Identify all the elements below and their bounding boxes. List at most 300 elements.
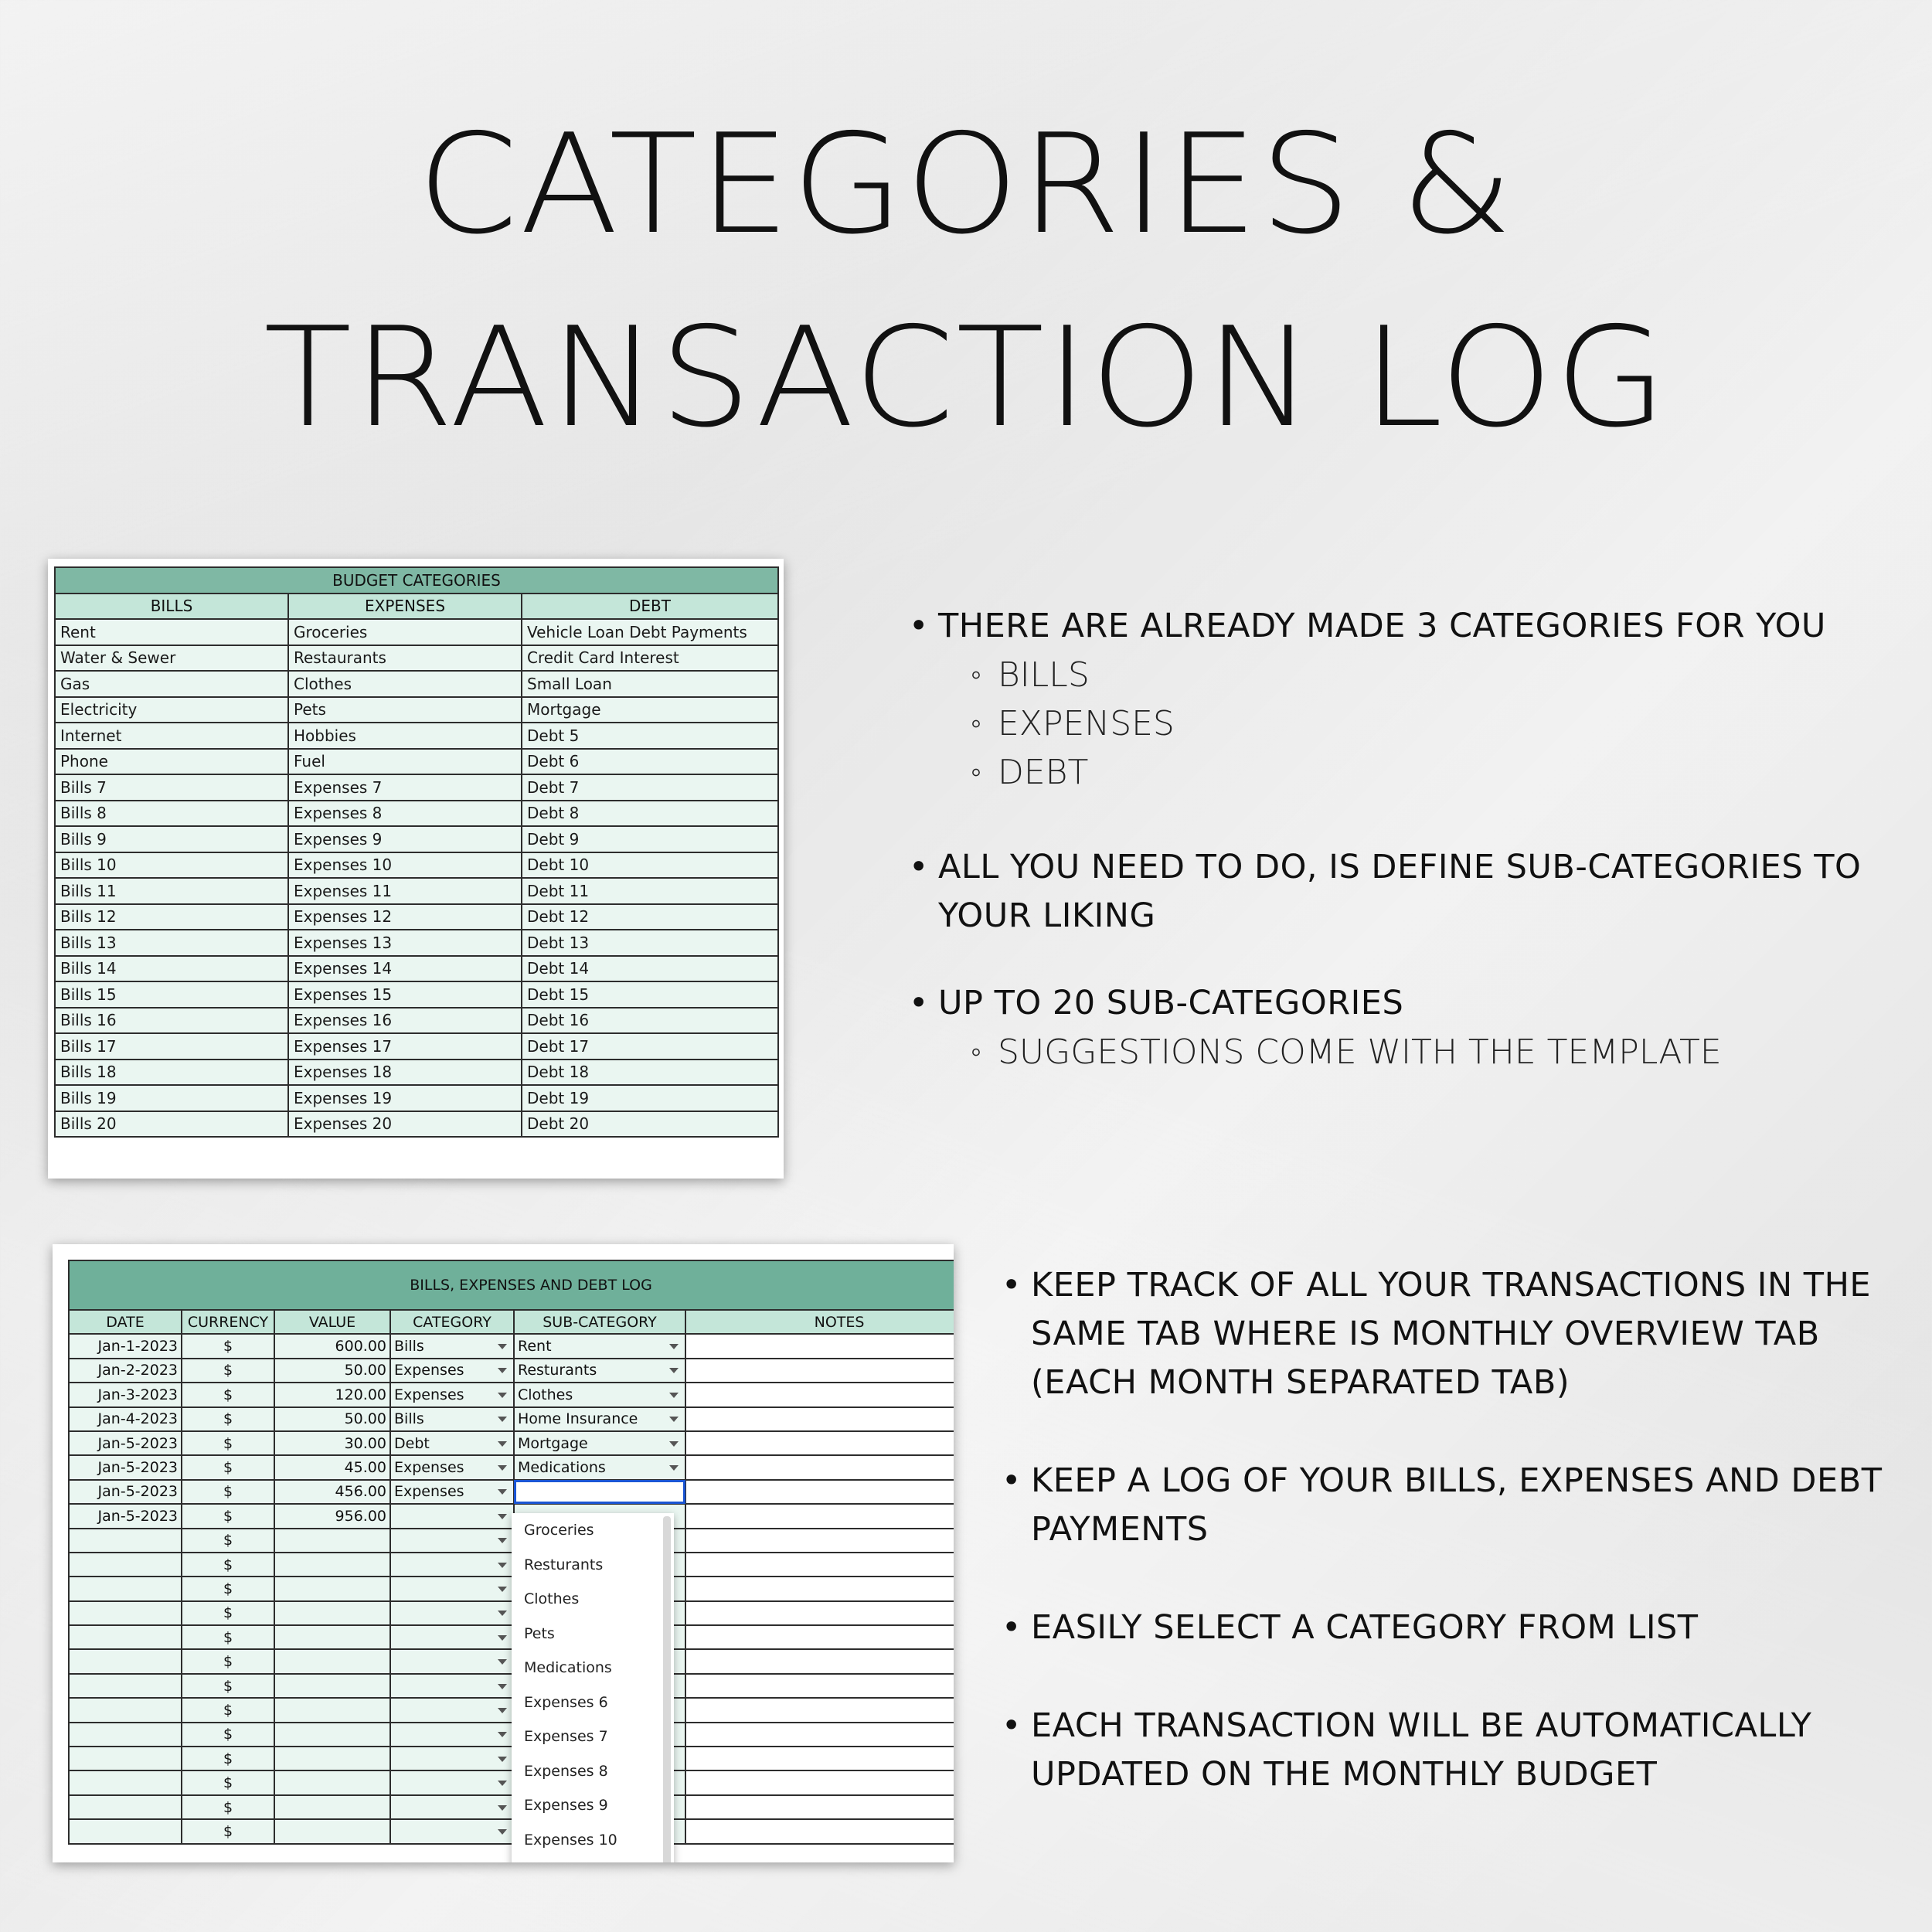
chevron-down-icon[interactable]: [669, 1465, 679, 1471]
bills-cell[interactable]: Rent: [55, 619, 288, 645]
expenses-cell[interactable]: Expenses 10: [288, 852, 522, 879]
category-select[interactable]: [390, 1649, 514, 1673]
sub-category-select-value: Resturants: [518, 1362, 597, 1379]
dropdown-option[interactable]: Expenses 6: [524, 1693, 608, 1711]
notes-cell[interactable]: [685, 1407, 954, 1431]
dropdown-option[interactable]: Expenses 9: [524, 1797, 608, 1814]
expenses-cell[interactable]: Expenses 13: [288, 930, 522, 956]
expenses-cell[interactable]: Expenses 19: [288, 1085, 522, 1111]
expenses-cell[interactable]: Expenses 17: [288, 1033, 522, 1060]
currency-cell[interactable]: [182, 1601, 274, 1625]
table-row: [69, 1334, 954, 1358]
date-cell[interactable]: [69, 1770, 182, 1794]
value-cell[interactable]: [274, 1529, 390, 1553]
page-title-line-2: TRANSACTION LOG: [264, 298, 1668, 457]
dropdown-option[interactable]: Pets: [524, 1624, 555, 1642]
bullet-up-to-20: • UP TO 20 SUB-CATEGORIES: [909, 979, 1890, 1028]
bills-cell[interactable]: Water & Sewer: [55, 645, 288, 672]
category-row: [55, 774, 778, 801]
date-cell[interactable]: [69, 1553, 182, 1577]
sub-category-select-value: Mortgage: [518, 1434, 588, 1452]
currency-cell[interactable]: [182, 1649, 274, 1673]
currency-cell[interactable]: [182, 1383, 274, 1406]
chevron-down-icon[interactable]: [669, 1368, 679, 1373]
expenses-cell[interactable]: Groceries: [288, 619, 522, 645]
category-select[interactable]: [390, 1770, 514, 1794]
value-cell[interactable]: [274, 1407, 390, 1431]
debt-cell[interactable]: Debt 9: [522, 826, 778, 852]
log-title: BILLS, EXPENSES AND DEBT LOG: [69, 1260, 954, 1310]
currency-cell-value: $: [223, 1653, 233, 1671]
notes-cell[interactable]: [685, 1480, 954, 1504]
bills-cell[interactable]: Bills 7: [55, 774, 288, 801]
expenses-cell[interactable]: Expenses 16: [288, 1008, 522, 1034]
debt-cell[interactable]: Credit Card Interest: [522, 645, 778, 672]
value-cell[interactable]: [274, 1698, 390, 1722]
value-cell-value: 456.00: [335, 1483, 386, 1501]
notes-cell[interactable]: [685, 1747, 954, 1770]
chevron-down-icon[interactable]: [498, 1757, 507, 1762]
category-select[interactable]: [390, 1601, 514, 1625]
date-cell[interactable]: [69, 1577, 182, 1600]
date-cell[interactable]: [69, 1431, 182, 1455]
expenses-cell[interactable]: Expenses 18: [288, 1060, 522, 1086]
bullet-define-sub-categories: • ALL YOU NEED TO DO, IS DEFINE SUB-CATEGORIES TO YOUR LIKING: [909, 843, 1890, 940]
sub-category-dropdown[interactable]: [512, 1513, 674, 1862]
date-cell[interactable]: [69, 1383, 182, 1406]
debt-cell[interactable]: Vehicle Loan Debt Payments: [522, 619, 778, 645]
notes-cell[interactable]: [685, 1819, 954, 1843]
value-cell[interactable]: [274, 1601, 390, 1625]
category-select-value: Debt: [394, 1434, 430, 1452]
chevron-down-icon[interactable]: [498, 1635, 507, 1641]
value-cell[interactable]: [274, 1795, 390, 1819]
currency-cell[interactable]: [182, 1625, 274, 1649]
category-row: [55, 723, 778, 749]
value-cell-value: 600.00: [335, 1338, 386, 1355]
notes-cell[interactable]: [685, 1431, 954, 1455]
category-select[interactable]: [390, 1723, 514, 1747]
value-cell-value: 50.00: [344, 1362, 386, 1379]
category-row: [55, 1008, 778, 1034]
bills-cell[interactable]: Bills 13: [55, 930, 288, 956]
category-select[interactable]: [390, 1529, 514, 1553]
category-row: [55, 697, 778, 723]
expenses-cell[interactable]: Expenses 12: [288, 904, 522, 930]
currency-cell[interactable]: [182, 1407, 274, 1431]
date-cell[interactable]: [69, 1795, 182, 1819]
debt-cell[interactable]: Debt 6: [522, 749, 778, 775]
category-select-value: Expenses: [394, 1459, 464, 1477]
chevron-down-icon[interactable]: [669, 1393, 679, 1398]
debt-cell[interactable]: Mortgage: [522, 697, 778, 723]
currency-cell[interactable]: [182, 1553, 274, 1577]
expenses-cell[interactable]: Fuel: [288, 749, 522, 775]
debt-cell[interactable]: Debt 11: [522, 878, 778, 904]
debt-cell[interactable]: Debt 20: [522, 1111, 778, 1138]
value-cell[interactable]: [274, 1334, 390, 1358]
chevron-down-icon[interactable]: [669, 1441, 679, 1447]
currency-cell-value: $: [223, 1386, 233, 1403]
bullets-categories: [909, 602, 1890, 1077]
currency-cell[interactable]: [182, 1529, 274, 1553]
chevron-down-icon[interactable]: [498, 1368, 507, 1373]
date-cell[interactable]: [69, 1334, 182, 1358]
table-row: [69, 1383, 954, 1406]
category-select-value: Bills: [394, 1338, 424, 1355]
debt-cell[interactable]: Debt 17: [522, 1033, 778, 1060]
value-cell-value: 120.00: [335, 1386, 386, 1403]
date-cell[interactable]: [69, 1601, 182, 1625]
notes-cell[interactable]: [685, 1625, 954, 1649]
currency-cell-value: $: [223, 1701, 233, 1719]
category-row: [55, 1033, 778, 1060]
currency-cell[interactable]: [182, 1747, 274, 1770]
currency-cell-value: $: [223, 1410, 233, 1428]
date-cell[interactable]: [69, 1407, 182, 1431]
currency-cell-value: $: [223, 1434, 233, 1452]
budget-categories-sheet: [48, 559, 784, 1179]
page-title-line-1: CATEGORIES &: [417, 104, 1515, 264]
date-cell-value: Jan-3-2023: [97, 1386, 178, 1403]
currency-cell-value: $: [223, 1677, 233, 1695]
expenses-cell[interactable]: Expenses 20: [288, 1111, 522, 1138]
value-cell[interactable]: [274, 1455, 390, 1479]
bills-cell[interactable]: Electricity: [55, 697, 288, 723]
notes-cell[interactable]: [685, 1334, 954, 1358]
bills-cell[interactable]: Bills 20: [55, 1111, 288, 1138]
category-row: [55, 878, 778, 904]
value-cell[interactable]: [274, 1747, 390, 1770]
dropdown-option[interactable]: Expenses 7: [524, 1728, 608, 1745]
currency-cell[interactable]: [182, 1819, 274, 1843]
sub-category-select[interactable]: [514, 1480, 685, 1504]
table-row: [69, 1431, 954, 1455]
currency-cell-value: $: [223, 1362, 233, 1379]
debt-cell[interactable]: Debt 5: [522, 723, 778, 749]
sub-bullet-expenses: ◦ EXPENSES: [909, 699, 1890, 748]
bills-cell[interactable]: Phone: [55, 749, 288, 775]
category-select[interactable]: [390, 1431, 514, 1455]
date-cell-value: Jan-4-2023: [97, 1410, 178, 1428]
category-select-value: Expenses: [394, 1386, 464, 1403]
chevron-down-icon[interactable]: [498, 1781, 507, 1786]
date-cell[interactable]: [69, 1698, 182, 1722]
notes-cell[interactable]: [685, 1455, 954, 1479]
bullet-keep-log: • KEEP A LOG OF YOUR BILLS, EXPENSES AND DEBT PAYMENTS: [1002, 1457, 1913, 1554]
category-row: [55, 801, 778, 827]
notes-cell[interactable]: [685, 1601, 954, 1625]
value-cell[interactable]: [274, 1431, 390, 1455]
column-header-date: DATE: [69, 1310, 182, 1334]
sub-bullet-bills: ◦ BILLS: [909, 651, 1890, 699]
chevron-down-icon[interactable]: [498, 1344, 507, 1349]
bills-cell[interactable]: Bills 12: [55, 904, 288, 930]
value-cell[interactable]: [274, 1577, 390, 1600]
currency-cell-value: $: [223, 1556, 233, 1573]
category-select[interactable]: [390, 1625, 514, 1649]
dropdown-option[interactable]: Expenses 8: [524, 1762, 608, 1780]
category-row: [55, 619, 778, 645]
currency-cell[interactable]: [182, 1577, 274, 1600]
currency-cell-value: $: [223, 1750, 233, 1767]
debt-cell[interactable]: Debt 13: [522, 930, 778, 956]
chevron-down-icon[interactable]: [498, 1465, 507, 1471]
currency-cell-value: $: [223, 1507, 233, 1525]
expenses-cell[interactable]: Expenses 15: [288, 981, 522, 1008]
date-cell-value: Jan-5-2023: [97, 1507, 178, 1525]
value-cell-value: 30.00: [344, 1434, 386, 1452]
sub-category-select[interactable]: [514, 1431, 685, 1455]
category-select[interactable]: [390, 1674, 514, 1698]
column-header-value: VALUE: [274, 1310, 390, 1334]
chevron-down-icon[interactable]: [669, 1417, 679, 1422]
notes-cell[interactable]: [685, 1723, 954, 1747]
value-cell[interactable]: [274, 1504, 390, 1528]
chevron-down-icon[interactable]: [669, 1344, 679, 1349]
expenses-cell[interactable]: Pets: [288, 697, 522, 723]
currency-cell[interactable]: [182, 1455, 274, 1479]
value-cell-value: 956.00: [335, 1507, 386, 1525]
notes-cell[interactable]: [685, 1649, 954, 1673]
bills-cell[interactable]: Bills 9: [55, 826, 288, 852]
date-cell-value: Jan-1-2023: [97, 1338, 178, 1355]
category-select[interactable]: [390, 1359, 514, 1383]
category-select[interactable]: [390, 1383, 514, 1406]
date-cell[interactable]: [69, 1723, 182, 1747]
category-row: [55, 956, 778, 982]
bills-cell[interactable]: Bills 15: [55, 981, 288, 1008]
sub-category-select[interactable]: [514, 1383, 685, 1406]
date-cell[interactable]: [69, 1504, 182, 1528]
currency-cell[interactable]: [182, 1770, 274, 1794]
notes-cell[interactable]: [685, 1359, 954, 1383]
dropdown-scrollbar[interactable]: [663, 1516, 671, 1862]
bills-cell[interactable]: Bills 19: [55, 1085, 288, 1111]
debt-cell[interactable]: Debt 19: [522, 1085, 778, 1111]
sub-category-select[interactable]: [514, 1359, 685, 1383]
debt-cell[interactable]: Debt 15: [522, 981, 778, 1008]
debt-cell[interactable]: Debt 7: [522, 774, 778, 801]
currency-cell[interactable]: [182, 1504, 274, 1528]
currency-cell-value: $: [223, 1604, 233, 1622]
notes-cell[interactable]: [685, 1553, 954, 1577]
value-cell[interactable]: [274, 1770, 390, 1794]
currency-cell-value: $: [223, 1580, 233, 1597]
expenses-cell[interactable]: Expenses 7: [288, 774, 522, 801]
notes-cell[interactable]: [685, 1674, 954, 1698]
currency-cell-value: $: [223, 1628, 233, 1646]
currency-cell[interactable]: [182, 1723, 274, 1747]
debt-cell[interactable]: Debt 16: [522, 1008, 778, 1034]
date-cell[interactable]: [69, 1529, 182, 1553]
date-cell[interactable]: [69, 1359, 182, 1383]
category-row: [55, 1060, 778, 1086]
category-select[interactable]: [390, 1819, 514, 1843]
table-row: [69, 1359, 954, 1383]
bills-cell[interactable]: Bills 17: [55, 1033, 288, 1060]
date-cell[interactable]: [69, 1480, 182, 1504]
table-row: [69, 1480, 954, 1504]
column-header-sub-category: SUB-CATEGORY: [514, 1310, 685, 1334]
sub-bullet-suggestions: ◦ SUGGESTIONS COME WITH THE TEMPLATE: [909, 1028, 1890, 1077]
date-cell-value: Jan-5-2023: [97, 1483, 178, 1501]
chevron-down-icon[interactable]: [498, 1563, 507, 1568]
category-select[interactable]: [390, 1407, 514, 1431]
sub-category-select[interactable]: [514, 1455, 685, 1479]
bills-cell[interactable]: Bills 18: [55, 1060, 288, 1086]
column-header-expenses: EXPENSES: [288, 594, 522, 620]
date-cell-value: Jan-2-2023: [97, 1362, 178, 1379]
expenses-cell[interactable]: Expenses 11: [288, 878, 522, 904]
notes-cell[interactable]: [685, 1698, 954, 1722]
sub-bullet-debt: ◦ DEBT: [909, 748, 1890, 797]
debt-cell[interactable]: Debt 10: [522, 852, 778, 879]
chevron-down-icon[interactable]: [498, 1659, 507, 1665]
currency-cell-value: $: [223, 1459, 233, 1477]
date-cell[interactable]: [69, 1625, 182, 1649]
sub-category-select[interactable]: [514, 1407, 685, 1431]
table-row: [69, 1455, 954, 1479]
dropdown-option[interactable]: Expenses 10: [524, 1831, 617, 1849]
category-row: [55, 1111, 778, 1138]
chevron-down-icon[interactable]: [498, 1417, 507, 1422]
expenses-cell[interactable]: Restaurants: [288, 645, 522, 672]
bills-cell[interactable]: Internet: [55, 723, 288, 749]
expenses-cell[interactable]: Expenses 8: [288, 801, 522, 827]
value-cell[interactable]: [274, 1480, 390, 1504]
bullet-select-category: • EASILY SELECT A CATEGORY FROM LIST: [1002, 1604, 1913, 1652]
column-header-currency: CURRENCY: [182, 1310, 274, 1334]
currency-cell-value: $: [223, 1798, 233, 1816]
category-select[interactable]: [390, 1698, 514, 1722]
date-cell[interactable]: [69, 1455, 182, 1479]
category-select[interactable]: [390, 1504, 514, 1528]
column-header-bills: BILLS: [55, 594, 288, 620]
chevron-down-icon[interactable]: [498, 1538, 507, 1543]
notes-cell[interactable]: [685, 1795, 954, 1819]
date-cell[interactable]: [69, 1747, 182, 1770]
currency-cell[interactable]: [182, 1698, 274, 1722]
dropdown-option[interactable]: Groceries: [524, 1522, 594, 1539]
dropdown-option[interactable]: Resturants: [524, 1556, 604, 1573]
chevron-down-icon[interactable]: [498, 1393, 507, 1398]
notes-cell[interactable]: [685, 1770, 954, 1794]
debt-cell[interactable]: Debt 12: [522, 904, 778, 930]
category-select[interactable]: [390, 1455, 514, 1479]
sub-category-select-value: Rent: [518, 1338, 552, 1355]
category-select[interactable]: [390, 1795, 514, 1819]
debt-cell[interactable]: Debt 14: [522, 956, 778, 982]
value-cell[interactable]: [274, 1674, 390, 1698]
dropdown-option[interactable]: Clothes: [524, 1590, 580, 1607]
category-select[interactable]: [390, 1334, 514, 1358]
sub-category-select-value: Clothes: [518, 1386, 573, 1403]
bills-cell[interactable]: Bills 14: [55, 956, 288, 982]
expenses-cell[interactable]: Clothes: [288, 671, 522, 697]
bills-cell[interactable]: Bills 8: [55, 801, 288, 827]
chevron-down-icon[interactable]: [498, 1514, 507, 1519]
category-row: [55, 826, 778, 852]
category-select[interactable]: [390, 1577, 514, 1600]
chevron-down-icon[interactable]: [498, 1489, 507, 1495]
bills-cell[interactable]: Bills 16: [55, 1008, 288, 1034]
sub-category-select-value: Home Insurance: [518, 1410, 638, 1428]
value-cell[interactable]: [274, 1359, 390, 1383]
sub-category-select-value: Medications: [518, 1459, 606, 1477]
chevron-down-icon[interactable]: [498, 1732, 507, 1737]
value-cell-value: 45.00: [344, 1459, 386, 1477]
value-cell[interactable]: [274, 1625, 390, 1649]
chevron-down-icon[interactable]: [498, 1684, 507, 1689]
currency-cell[interactable]: [182, 1674, 274, 1698]
date-cell[interactable]: [69, 1674, 182, 1698]
currency-cell[interactable]: [182, 1431, 274, 1455]
chevron-down-icon[interactable]: [498, 1587, 507, 1592]
table-row: [69, 1407, 954, 1431]
expenses-cell[interactable]: Expenses 14: [288, 956, 522, 982]
column-header-debt: DEBT: [522, 594, 778, 620]
bills-cell[interactable]: Bills 11: [55, 878, 288, 904]
category-select-value: Expenses: [394, 1362, 464, 1379]
debt-cell[interactable]: Debt 8: [522, 801, 778, 827]
currency-cell[interactable]: [182, 1359, 274, 1383]
currency-cell-value: $: [223, 1822, 233, 1840]
bills-cell[interactable]: Bills 10: [55, 852, 288, 879]
currency-cell[interactable]: [182, 1334, 274, 1358]
dropdown-option[interactable]: Medications: [524, 1659, 612, 1676]
category-row: [55, 981, 778, 1008]
bullet-three-categories: • THERE ARE ALREADY MADE 3 CATEGORIES FOR YOU: [909, 602, 1890, 651]
bills-cell[interactable]: Gas: [55, 671, 288, 697]
chevron-down-icon[interactable]: [498, 1805, 507, 1811]
notes-cell[interactable]: [685, 1504, 954, 1528]
category-select-value: Bills: [394, 1410, 424, 1428]
chevron-down-icon[interactable]: [498, 1441, 507, 1447]
notes-cell[interactable]: [685, 1577, 954, 1600]
debt-cell[interactable]: Small Loan: [522, 671, 778, 697]
currency-cell[interactable]: [182, 1480, 274, 1504]
chevron-down-icon[interactable]: [498, 1611, 507, 1616]
category-select[interactable]: [390, 1747, 514, 1770]
bullet-keep-track: • KEEP TRACK OF ALL YOUR TRANSACTIONS IN THE SAME TAB WHERE IS MONTHLY OVERVIEW TAB (EACH MONTH SEPARATED TAB): [1002, 1261, 1913, 1407]
currency-cell-value: $: [223, 1338, 233, 1355]
value-cell[interactable]: [274, 1649, 390, 1673]
date-cell[interactable]: [69, 1649, 182, 1673]
category-select[interactable]: [390, 1553, 514, 1577]
sub-category-select[interactable]: [514, 1334, 685, 1358]
currency-cell[interactable]: [182, 1795, 274, 1819]
value-cell[interactable]: [274, 1553, 390, 1577]
category-select[interactable]: [390, 1480, 514, 1504]
date-cell[interactable]: [69, 1819, 182, 1843]
value-cell[interactable]: [274, 1819, 390, 1843]
value-cell-value: 50.00: [344, 1410, 386, 1428]
chevron-down-icon[interactable]: [498, 1708, 507, 1713]
category-row: [55, 852, 778, 879]
expenses-cell[interactable]: Hobbies: [288, 723, 522, 749]
chevron-down-icon[interactable]: [498, 1829, 507, 1835]
debt-cell[interactable]: Debt 18: [522, 1060, 778, 1086]
column-header-notes: NOTES: [685, 1310, 954, 1334]
notes-cell[interactable]: [685, 1529, 954, 1553]
transaction-log-sheet: [53, 1244, 954, 1862]
value-cell[interactable]: [274, 1383, 390, 1406]
expenses-cell[interactable]: Expenses 9: [288, 826, 522, 852]
value-cell[interactable]: [274, 1723, 390, 1747]
category-row: [55, 749, 778, 775]
notes-cell[interactable]: [685, 1383, 954, 1406]
